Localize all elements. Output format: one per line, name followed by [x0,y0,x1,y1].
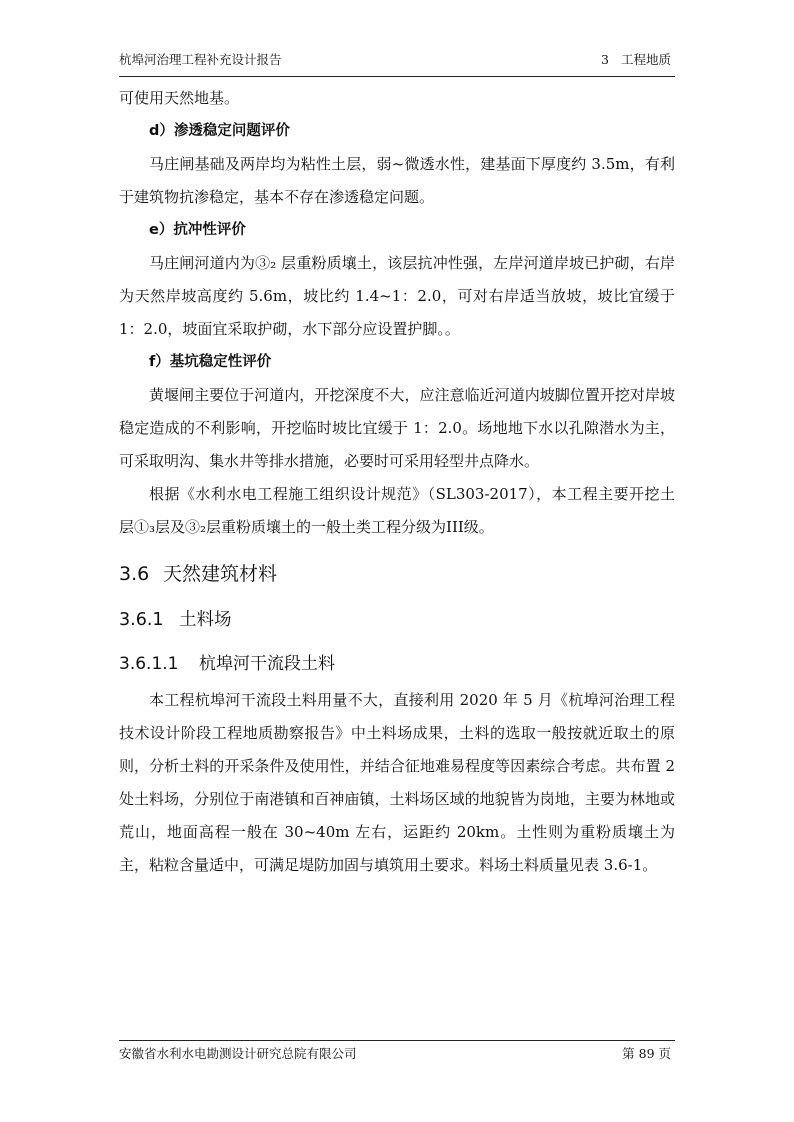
subsection-heading [119,600,675,640]
page-body [119,82,675,882]
company-name: 安徽省水利水电勘测设计研究总院有限公司 [119,1046,357,1061]
subsubsection-title: 杭埠河干流段土料 [199,654,335,674]
paragraph-continuation: 可使用天然地基。 [119,89,240,107]
paragraph-soil-class: 根据《水利水电工程施工组织设计规范》（SL303-2017），本工程主要开挖土层①₃层及③₂层重粉质壤土的一般土类工程分级为III级。 [119,485,675,536]
paragraph-scour: 马庄闸河道内为③₂ 层重粉质壤土，该层抗冲性强，左岸河道岸坡已护砌，右岸为天然岸坡高度约 5.6m，坡比约 1.4~1：2.0，可对右岸适当放坡，坡比宜缓于 1：2.0，坡面宜采取护砌，水下部分应设置护脚。。 [119,254,675,338]
section-heading [119,554,675,594]
subsubsection-number: 3.6.1.1 [119,654,179,674]
page-footer [119,1040,675,1065]
paragraph-borrow-area: 本工程杭埠河干流段土料用量不大，直接利用 2020 年 5 月《杭埠河治理工程技术设计阶段工程地质勘察报告》中土料场成果，土料的选取一般按就近取土的原则，分析土料的开采条件及使用性，并结合征地难易程度等因素综合考虑。共布置 2 处土料场，分别位于南港镇和百神庙镇，土料场区域的地貌皆为岗地，主要为林地或荒山，地面高程一般在 30~40m 左右，运距约 20km。土性则为重粉质壤土为主，粘粒含量适中，可满足堤防加固与填筑用土要求。料场土料质量见表 3.6-1。 [119,691,675,874]
chapter-number: 3 [601,52,609,67]
paragraph-seepage: 马庄闸基础及两岸均为粘性土层，弱~微透水性，建基面下厚度约 3.5m，有利于建筑物抗渗稳定，基本不存在渗透稳定问题。 [119,155,675,206]
subsubsection-heading [119,644,675,684]
section-title: 天然建筑材料 [163,563,278,585]
section-number: 3.6 [119,563,150,585]
chapter-label [601,50,671,70]
page-header [119,50,675,77]
page-number: 第 89 页 [622,1046,671,1061]
subsection-title: 土料场 [179,610,232,630]
chapter-title: 工程地质 [620,52,671,67]
report-title: 杭埠河治理工程补充设计报告 [119,52,282,67]
subheading-pit-stability: f）基坑稳定性评价 [149,354,272,370]
paragraph-pit-stability: 黄堰闸主要位于河道内，开挖深度不大，应注意临近河道内坡脚位置开挖对岸坡稳定造成的不利影响，开挖临时坡比宜缓于 1：2.0。场地地下水以孔隙潜水为主，可采取明沟、集水井等排水措施，必要时可采用轻型井点降水。 [119,386,675,470]
subheading-scour: e）抗冲性评价 [149,222,246,238]
subheading-seepage: d）渗透稳定问题评价 [149,123,290,139]
subsection-number: 3.6.1 [119,610,164,630]
